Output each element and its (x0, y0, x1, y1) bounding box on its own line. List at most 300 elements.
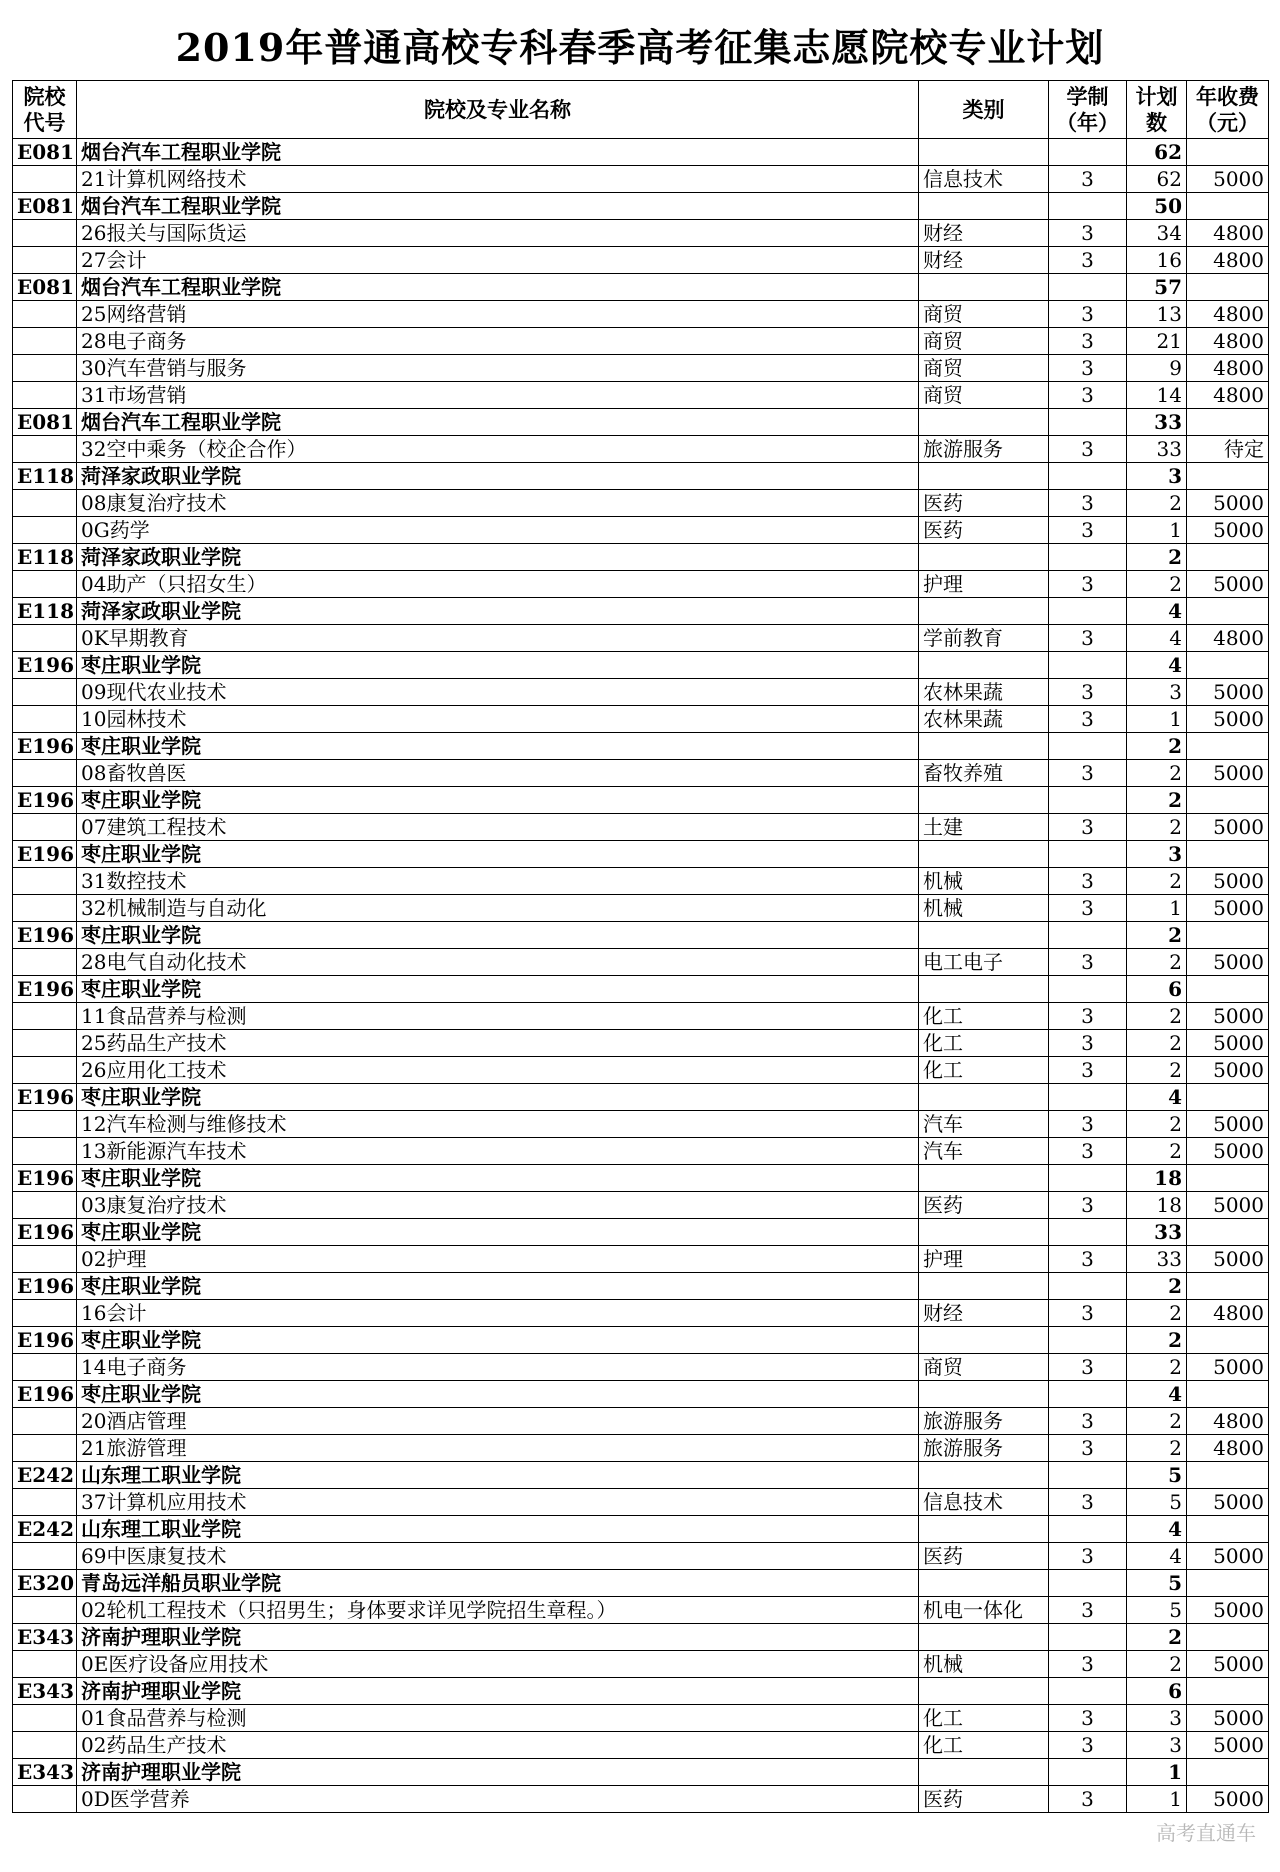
cell-fee: 4800 (1187, 625, 1269, 652)
cell-name: 08康复治疗技术 (77, 490, 919, 517)
cell-years: 3 (1049, 1732, 1127, 1759)
school-row (13, 463, 1269, 490)
cell-years: 3 (1049, 1057, 1127, 1084)
major-row (13, 490, 1269, 517)
cell-code: E081 (13, 274, 77, 301)
cell-plan: 2 (1127, 868, 1187, 895)
major-row (13, 706, 1269, 733)
cell-name: 青岛远洋船员职业学院 (77, 1570, 919, 1597)
cell-plan: 62 (1127, 139, 1187, 166)
cell-years (1049, 274, 1127, 301)
cell-code: E196 (13, 976, 77, 1003)
cell-name: 山东理工职业学院 (77, 1516, 919, 1543)
cell-plan: 4 (1127, 1516, 1187, 1543)
cell-fee (1187, 598, 1269, 625)
major-row (13, 1786, 1269, 1813)
cell-fee: 待定 (1187, 436, 1269, 463)
school-row (13, 193, 1269, 220)
cell-fee (1187, 787, 1269, 814)
cell-name: 26报关与国际货运 (77, 220, 919, 247)
header-name: 院校及专业名称 (77, 81, 919, 139)
cell-plan: 9 (1127, 355, 1187, 382)
cell-name: 02轮机工程技术（只招男生；身体要求详见学院招生章程。） (77, 1597, 919, 1624)
cell-code (13, 1003, 77, 1030)
cell-name: 37计算机应用技术 (77, 1489, 919, 1516)
cell-category (919, 1084, 1049, 1111)
cell-plan: 2 (1127, 1327, 1187, 1354)
cell-fee: 5000 (1187, 1543, 1269, 1570)
cell-category: 旅游服务 (919, 1408, 1049, 1435)
cell-code (13, 571, 77, 598)
cell-years: 3 (1049, 679, 1127, 706)
cell-code (13, 1543, 77, 1570)
school-row (13, 1624, 1269, 1651)
major-row (13, 1408, 1269, 1435)
cell-name: 07建筑工程技术 (77, 814, 919, 841)
cell-code: E196 (13, 652, 77, 679)
cell-years (1049, 1759, 1127, 1786)
major-row (13, 247, 1269, 274)
cell-code (13, 490, 77, 517)
school-row (13, 409, 1269, 436)
cell-fee: 5000 (1187, 490, 1269, 517)
cell-years (1049, 1219, 1127, 1246)
cell-plan: 14 (1127, 382, 1187, 409)
cell-plan: 2 (1127, 814, 1187, 841)
cell-years: 3 (1049, 517, 1127, 544)
cell-category: 机械 (919, 868, 1049, 895)
cell-plan: 4 (1127, 1543, 1187, 1570)
cell-years (1049, 1570, 1127, 1597)
cell-code (13, 706, 77, 733)
cell-category: 汽车 (919, 1138, 1049, 1165)
cell-name: 枣庄职业学院 (77, 652, 919, 679)
school-row (13, 841, 1269, 868)
cell-category (919, 598, 1049, 625)
cell-category: 医药 (919, 1192, 1049, 1219)
cell-plan: 6 (1127, 1678, 1187, 1705)
school-row (13, 787, 1269, 814)
cell-code: E196 (13, 787, 77, 814)
cell-plan: 5 (1127, 1462, 1187, 1489)
cell-name: 26应用化工技术 (77, 1057, 919, 1084)
cell-plan: 18 (1127, 1165, 1187, 1192)
cell-code (13, 1057, 77, 1084)
cell-code: E118 (13, 598, 77, 625)
major-row (13, 301, 1269, 328)
cell-name: 枣庄职业学院 (77, 1165, 919, 1192)
cell-name: 20酒店管理 (77, 1408, 919, 1435)
cell-code: E196 (13, 922, 77, 949)
cell-category (919, 1219, 1049, 1246)
cell-plan: 5 (1127, 1597, 1187, 1624)
cell-category: 机械 (919, 1651, 1049, 1678)
cell-years (1049, 1084, 1127, 1111)
cell-code (13, 625, 77, 652)
school-row (13, 733, 1269, 760)
cell-plan: 6 (1127, 976, 1187, 1003)
major-row (13, 1489, 1269, 1516)
cell-code (13, 301, 77, 328)
cell-plan: 2 (1127, 1624, 1187, 1651)
cell-plan: 2 (1127, 490, 1187, 517)
cell-plan: 1 (1127, 895, 1187, 922)
cell-years: 3 (1049, 1597, 1127, 1624)
cell-years (1049, 139, 1127, 166)
cell-years (1049, 1678, 1127, 1705)
cell-name: 31市场营销 (77, 382, 919, 409)
cell-fee: 5000 (1187, 166, 1269, 193)
header-code: 院校代号 (13, 81, 77, 139)
page-title: 2019年普通高校专科春季高考征集志愿院校专业计划 (175, 25, 1105, 70)
table-body (13, 139, 1269, 1813)
cell-plan: 5 (1127, 1570, 1187, 1597)
cell-plan: 4 (1127, 625, 1187, 652)
cell-code (13, 1705, 77, 1732)
cell-years: 3 (1049, 301, 1127, 328)
cell-code: E196 (13, 1381, 77, 1408)
cell-plan: 2 (1127, 1354, 1187, 1381)
cell-plan: 2 (1127, 1408, 1187, 1435)
cell-plan: 3 (1127, 463, 1187, 490)
cell-plan: 2 (1127, 1300, 1187, 1327)
cell-name: 16会计 (77, 1300, 919, 1327)
cell-category: 护理 (919, 571, 1049, 598)
cell-category (919, 544, 1049, 571)
cell-fee: 5000 (1187, 1192, 1269, 1219)
cell-years: 3 (1049, 1705, 1127, 1732)
cell-code (13, 868, 77, 895)
cell-name: 枣庄职业学院 (77, 733, 919, 760)
cell-category: 商贸 (919, 355, 1049, 382)
cell-plan: 5 (1127, 1489, 1187, 1516)
cell-fee (1187, 409, 1269, 436)
cell-fee (1187, 1327, 1269, 1354)
cell-category (919, 733, 1049, 760)
cell-code: E196 (13, 1084, 77, 1111)
cell-years: 3 (1049, 1111, 1127, 1138)
cell-years (1049, 1273, 1127, 1300)
cell-years: 3 (1049, 247, 1127, 274)
school-row (13, 1759, 1269, 1786)
cell-category: 电工电子 (919, 949, 1049, 976)
cell-years (1049, 787, 1127, 814)
cell-code: E196 (13, 1273, 77, 1300)
enrollment-plan-table (12, 80, 1269, 1813)
cell-name: 烟台汽车工程职业学院 (77, 409, 919, 436)
cell-plan: 33 (1127, 436, 1187, 463)
cell-category: 化工 (919, 1003, 1049, 1030)
major-row (13, 1138, 1269, 1165)
cell-years (1049, 598, 1127, 625)
major-row (13, 382, 1269, 409)
cell-name: 山东理工职业学院 (77, 1462, 919, 1489)
cell-years: 3 (1049, 760, 1127, 787)
major-row (13, 625, 1269, 652)
cell-years (1049, 409, 1127, 436)
cell-years (1049, 841, 1127, 868)
cell-plan: 57 (1127, 274, 1187, 301)
cell-years (1049, 1516, 1127, 1543)
cell-plan: 3 (1127, 1705, 1187, 1732)
cell-fee: 4800 (1187, 355, 1269, 382)
cell-fee (1187, 1462, 1269, 1489)
cell-years (1049, 976, 1127, 1003)
cell-fee: 5000 (1187, 1705, 1269, 1732)
cell-code: E081 (13, 139, 77, 166)
cell-category: 商贸 (919, 1354, 1049, 1381)
cell-fee: 5000 (1187, 1111, 1269, 1138)
cell-plan: 1 (1127, 1759, 1187, 1786)
cell-name: 28电气自动化技术 (77, 949, 919, 976)
cell-plan: 2 (1127, 1435, 1187, 1462)
cell-fee (1187, 1759, 1269, 1786)
cell-fee: 4800 (1187, 220, 1269, 247)
cell-category: 化工 (919, 1030, 1049, 1057)
cell-category: 医药 (919, 1543, 1049, 1570)
cell-category: 畜牧养殖 (919, 760, 1049, 787)
cell-category (919, 1165, 1049, 1192)
major-row (13, 1057, 1269, 1084)
cell-code (13, 328, 77, 355)
cell-code (13, 517, 77, 544)
cell-category: 汽车 (919, 1111, 1049, 1138)
cell-category: 学前教育 (919, 625, 1049, 652)
cell-code (13, 436, 77, 463)
cell-code (13, 1030, 77, 1057)
cell-name: 枣庄职业学院 (77, 787, 919, 814)
cell-category: 医药 (919, 1786, 1049, 1813)
cell-fee: 5000 (1187, 1786, 1269, 1813)
cell-code: E196 (13, 1327, 77, 1354)
cell-plan: 16 (1127, 247, 1187, 274)
cell-plan: 62 (1127, 166, 1187, 193)
cell-fee (1187, 733, 1269, 760)
cell-category (919, 922, 1049, 949)
cell-code: E320 (13, 1570, 77, 1597)
cell-code (13, 760, 77, 787)
cell-name: 03康复治疗技术 (77, 1192, 919, 1219)
cell-code (13, 1138, 77, 1165)
cell-category (919, 1462, 1049, 1489)
cell-category: 农林果蔬 (919, 706, 1049, 733)
major-row (13, 355, 1269, 382)
cell-category: 护理 (919, 1246, 1049, 1273)
major-row (13, 679, 1269, 706)
school-row (13, 652, 1269, 679)
cell-fee: 5000 (1187, 517, 1269, 544)
cell-name: 32机械制造与自动化 (77, 895, 919, 922)
cell-fee: 5000 (1187, 1138, 1269, 1165)
cell-fee: 4800 (1187, 301, 1269, 328)
cell-years: 3 (1049, 355, 1127, 382)
cell-fee (1187, 1084, 1269, 1111)
cell-category (919, 1759, 1049, 1786)
cell-code (13, 1354, 77, 1381)
cell-code (13, 1489, 77, 1516)
cell-category: 机电一体化 (919, 1597, 1049, 1624)
major-row (13, 1705, 1269, 1732)
cell-fee: 4800 (1187, 1408, 1269, 1435)
cell-years: 3 (1049, 1489, 1127, 1516)
cell-name: 25网络营销 (77, 301, 919, 328)
school-row (13, 1381, 1269, 1408)
major-row (13, 814, 1269, 841)
cell-name: 01食品营养与检测 (77, 1705, 919, 1732)
cell-category: 农林果蔬 (919, 679, 1049, 706)
cell-plan: 2 (1127, 1138, 1187, 1165)
cell-category: 财经 (919, 247, 1049, 274)
major-row (13, 328, 1269, 355)
cell-fee: 5000 (1187, 1651, 1269, 1678)
cell-category: 化工 (919, 1057, 1049, 1084)
cell-category: 机械 (919, 895, 1049, 922)
cell-name: 枣庄职业学院 (77, 1084, 919, 1111)
cell-plan: 4 (1127, 598, 1187, 625)
cell-name: 02护理 (77, 1246, 919, 1273)
cell-name: 21旅游管理 (77, 1435, 919, 1462)
cell-years (1049, 1381, 1127, 1408)
cell-plan: 13 (1127, 301, 1187, 328)
cell-fee (1187, 1678, 1269, 1705)
cell-category: 土建 (919, 814, 1049, 841)
cell-code: E343 (13, 1624, 77, 1651)
cell-code (13, 1408, 77, 1435)
cell-category (919, 976, 1049, 1003)
cell-name: 枣庄职业学院 (77, 976, 919, 1003)
cell-name: 0G药学 (77, 517, 919, 544)
cell-name: 08畜牧兽医 (77, 760, 919, 787)
cell-name: 济南护理职业学院 (77, 1624, 919, 1651)
school-row (13, 922, 1269, 949)
school-row (13, 1678, 1269, 1705)
school-row (13, 1570, 1269, 1597)
cell-code: E242 (13, 1462, 77, 1489)
cell-fee: 4800 (1187, 328, 1269, 355)
cell-fee: 5000 (1187, 706, 1269, 733)
cell-fee: 5000 (1187, 1354, 1269, 1381)
school-row (13, 1219, 1269, 1246)
cell-name: 枣庄职业学院 (77, 1273, 919, 1300)
cell-years: 3 (1049, 1300, 1127, 1327)
cell-category (919, 1273, 1049, 1300)
cell-code: E242 (13, 1516, 77, 1543)
cell-years (1049, 733, 1127, 760)
cell-category (919, 1381, 1049, 1408)
cell-fee: 5000 (1187, 895, 1269, 922)
cell-fee: 5000 (1187, 814, 1269, 841)
cell-name: 14电子商务 (77, 1354, 919, 1381)
major-row (13, 166, 1269, 193)
cell-name: 69中医康复技术 (77, 1543, 919, 1570)
cell-fee: 5000 (1187, 1732, 1269, 1759)
cell-name: 枣庄职业学院 (77, 841, 919, 868)
cell-category (919, 1327, 1049, 1354)
cell-category (919, 1516, 1049, 1543)
cell-name: 烟台汽车工程职业学院 (77, 139, 919, 166)
cell-name: 12汽车检测与维修技术 (77, 1111, 919, 1138)
cell-fee: 4800 (1187, 1300, 1269, 1327)
cell-plan: 2 (1127, 1111, 1187, 1138)
watermark: 高考直通车 (1156, 1821, 1256, 1845)
cell-name: 0D医学营养 (77, 1786, 919, 1813)
cell-years: 3 (1049, 436, 1127, 463)
header-category: 类别 (919, 81, 1049, 139)
cell-fee (1187, 1570, 1269, 1597)
cell-plan: 33 (1127, 1246, 1187, 1273)
cell-name: 27会计 (77, 247, 919, 274)
cell-category: 商贸 (919, 382, 1049, 409)
cell-code (13, 247, 77, 274)
cell-code (13, 679, 77, 706)
major-row (13, 1597, 1269, 1624)
major-row (13, 1192, 1269, 1219)
cell-years: 3 (1049, 1435, 1127, 1462)
cell-category: 财经 (919, 220, 1049, 247)
cell-name: 30汽车营销与服务 (77, 355, 919, 382)
cell-years (1049, 544, 1127, 571)
cell-plan: 2 (1127, 1057, 1187, 1084)
cell-category: 信息技术 (919, 1489, 1049, 1516)
cell-plan: 2 (1127, 1030, 1187, 1057)
cell-code (13, 1597, 77, 1624)
cell-plan: 4 (1127, 1084, 1187, 1111)
major-row (13, 1651, 1269, 1678)
major-row (13, 1246, 1269, 1273)
major-row (13, 949, 1269, 976)
cell-name: 28电子商务 (77, 328, 919, 355)
cell-years: 3 (1049, 382, 1127, 409)
school-row (13, 544, 1269, 571)
school-row (13, 1273, 1269, 1300)
cell-fee (1187, 922, 1269, 949)
cell-fee: 5000 (1187, 571, 1269, 598)
cell-category: 财经 (919, 1300, 1049, 1327)
cell-years: 3 (1049, 1543, 1127, 1570)
cell-category: 商贸 (919, 328, 1049, 355)
cell-plan: 2 (1127, 787, 1187, 814)
major-row (13, 1300, 1269, 1327)
cell-code (13, 355, 77, 382)
cell-code (13, 1732, 77, 1759)
cell-name: 13新能源汽车技术 (77, 1138, 919, 1165)
cell-fee: 4800 (1187, 1435, 1269, 1462)
major-row (13, 1732, 1269, 1759)
cell-fee (1187, 463, 1269, 490)
cell-category (919, 1678, 1049, 1705)
cell-plan: 2 (1127, 1003, 1187, 1030)
cell-fee: 5000 (1187, 760, 1269, 787)
cell-name: 09现代农业技术 (77, 679, 919, 706)
cell-years: 3 (1049, 571, 1127, 598)
cell-code: E343 (13, 1678, 77, 1705)
cell-name: 枣庄职业学院 (77, 922, 919, 949)
cell-fee (1187, 193, 1269, 220)
cell-plan: 50 (1127, 193, 1187, 220)
cell-fee (1187, 652, 1269, 679)
cell-name: 烟台汽车工程职业学院 (77, 274, 919, 301)
cell-category: 化工 (919, 1732, 1049, 1759)
cell-name: 菏泽家政职业学院 (77, 598, 919, 625)
cell-fee: 5000 (1187, 1489, 1269, 1516)
cell-years (1049, 1327, 1127, 1354)
cell-name: 烟台汽车工程职业学院 (77, 193, 919, 220)
cell-fee (1187, 1624, 1269, 1651)
school-row (13, 1084, 1269, 1111)
major-row (13, 760, 1269, 787)
cell-plan: 33 (1127, 1219, 1187, 1246)
cell-fee: 5000 (1187, 868, 1269, 895)
